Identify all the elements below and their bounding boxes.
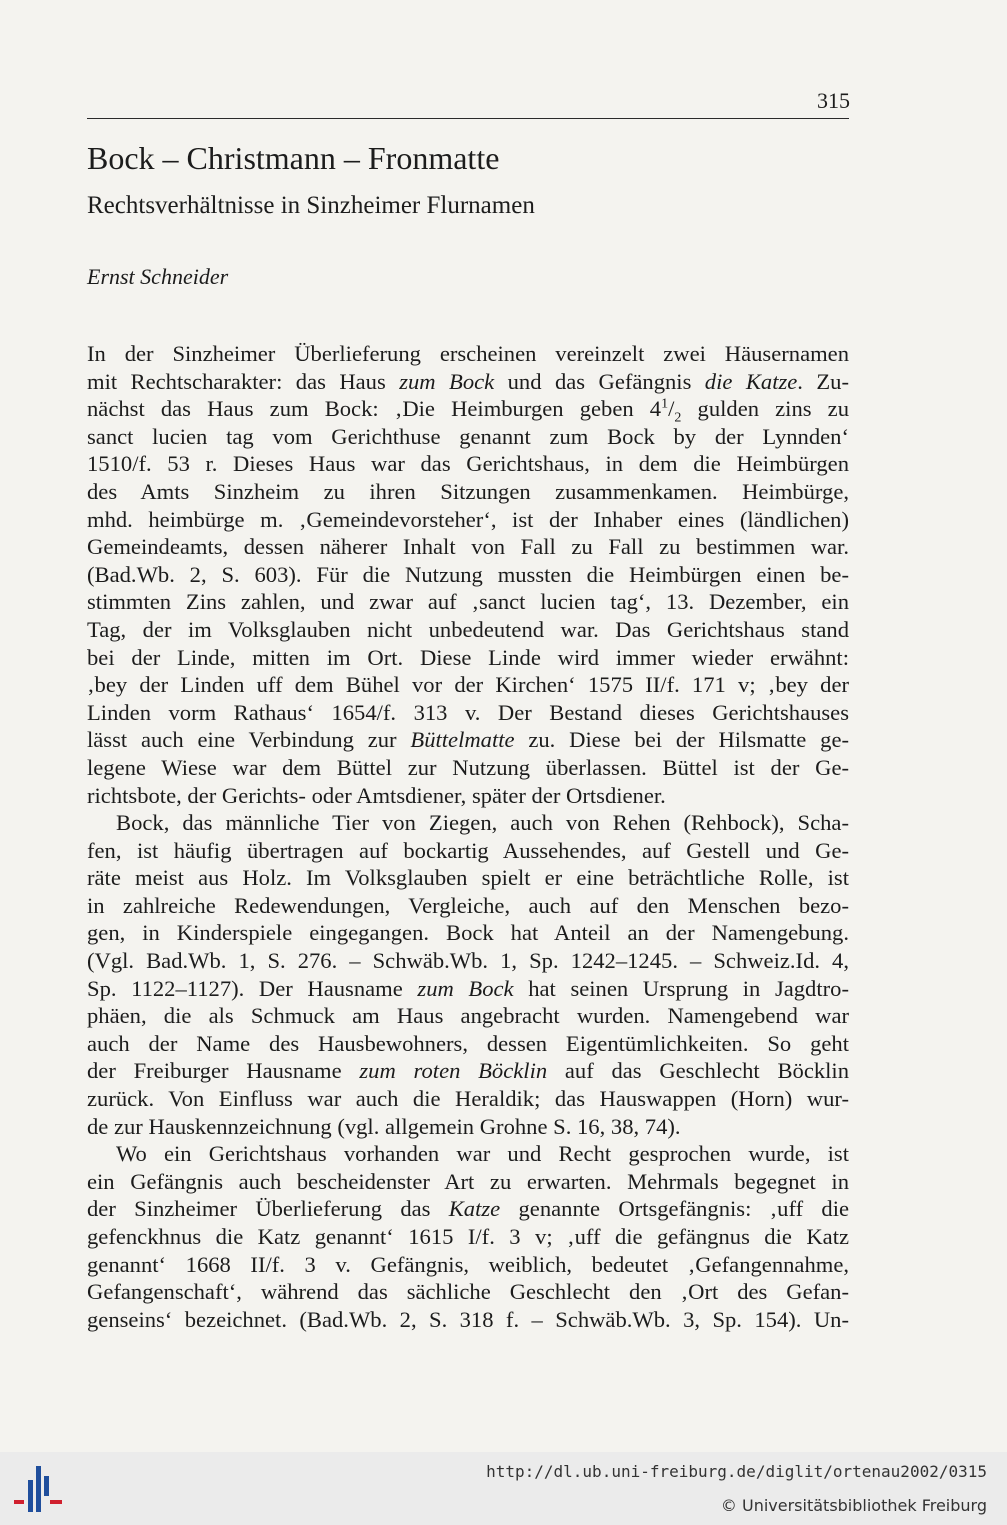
- ub-freiburg-logo-icon[interactable]: [12, 1462, 64, 1516]
- body-line: (Bad.Wb. 2, S. 603). Für die Nutzung mussten die Heimbürgen einen be-: [87, 561, 849, 587]
- body-line: räte meist aus Holz. Im Volksglauben spielt er eine beträchtliche Rolle, ist: [87, 865, 849, 891]
- body-line: mhd. heimbürge m. ‚Gemeindevorsteher‘, ist der Inhaber eines (ländlichen): [87, 506, 849, 532]
- header-rule: [87, 118, 849, 119]
- body-line: genannt‘ 1668 II/f. 3 v. Gefängnis, weiblich, bedeutet ‚Gefangennahme,: [87, 1251, 849, 1277]
- body-line: ein Gefängnis auch bescheidenster Art zu erwarten. Mehrmals begegnet in: [87, 1168, 849, 1194]
- body-line: genseins‘ bezeichnet. (Bad.Wb. 2, S. 318 f. – Schwäb.Wb. 3, Sp. 154). Un-: [87, 1306, 849, 1332]
- body-line: ‚bey der Linden uff dem Bühel vor der Kirchen‘ 1575 II/f. 171 v; ‚bey der: [87, 672, 849, 698]
- body-line: de zur Hauskennzeichnung (vgl. allgemein Grohne S. 16, 38, 74).: [87, 1113, 681, 1139]
- body-line: richtsbote, der Gerichts- oder Amtsdiener, später der Ortsdiener.: [87, 782, 666, 808]
- body-line: auch der Name des Hausbewohners, dessen Eigentümlichkeiten. So geht: [87, 1030, 849, 1056]
- body-line: mit Rechtscharakter: das Haus zum Bock und das Gefängnis die Katze. Zu-: [87, 368, 849, 394]
- author-name: Ernst Schneider: [87, 264, 229, 289]
- body-line: stimmten Zins zahlen, und zwar auf ‚sanct lucien tag‘, 13. Dezember, ein: [87, 589, 849, 615]
- italic-term: Büttelmatte: [410, 727, 515, 753]
- body-line: Bock, das männliche Tier von Ziegen, auch von Rehen (Rehbock), Scha-: [116, 810, 849, 836]
- body-line: Gemeindeamts, dessen näherer Inhalt von Fall zu Fall zu bestimmen war.: [87, 534, 849, 560]
- footer-bar: [0, 1452, 1007, 1525]
- page-number: 315: [817, 88, 850, 113]
- italic-term: Katze: [448, 1196, 501, 1222]
- body-line: sanct lucien tag vom Gerichthuse genannt zum Bock by der Lynnden‘: [87, 423, 849, 449]
- body-line: (Vgl. Bad.Wb. 1, S. 276. – Schwäb.Wb. 1, Sp. 1242–1245. – Schweiz.Id. 4,: [87, 948, 849, 974]
- article-title: Bock – Christmann – Fronmatte: [87, 140, 500, 176]
- body-line: Wo ein Gerichtshaus vorhanden war und Recht gesprochen wurde, ist: [116, 1141, 849, 1167]
- body-line: gen, in Kinderspiele eingegangen. Bock hat Anteil an der Namengebung.: [87, 920, 849, 946]
- body-line: zurück. Von Einfluss war auch die Heraldik; das Hauswappen (Horn) wur-: [87, 1086, 849, 1112]
- article-subtitle: Rechtsverhältnisse in Sinzheimer Flurnamen: [87, 192, 535, 219]
- body-line: der Sinzheimer Überlieferung das Katze genannte Ortsgefängnis: ‚uff die: [87, 1196, 849, 1222]
- italic-term: die Katze: [704, 368, 798, 394]
- italic-term: zum Bock: [399, 368, 495, 394]
- body-line: des Amts Sinzheim zu ihren Sitzungen zusammenkamen. Heimbürge,: [87, 478, 849, 504]
- body-line: Tag, der im Volksglauben nicht unbedeutend war. Das Gerichtshaus stand: [87, 616, 849, 642]
- italic-term: zum Bock: [417, 975, 514, 1001]
- body-line: Linden vorm Rathaus‘ 1654/f. 313 v. Der Bestand dieses Gerichtshauses: [87, 699, 849, 725]
- body-line: 1510/f. 53 r. Dieses Haus war das Gerichtshaus, in dem die Heimbürgen: [87, 451, 849, 477]
- body-line: Gefangenschaft‘, während das sächliche Geschlecht den ‚Ort des Gefan-: [87, 1279, 849, 1305]
- copyright-notice: © Universitätsbibliothek Freiburg: [720, 1496, 987, 1515]
- body-line: Sp. 1122–1127). Der Hausname zum Bock hat seinen Ursprung in Jagdtro-: [87, 975, 849, 1001]
- body-line: legene Wiese war dem Büttel zur Nutzung überlassen. Büttel ist der Ge-: [87, 754, 849, 780]
- body-line: In der Sinzheimer Überlieferung erscheinen vereinzelt zwei Häusernamen: [87, 341, 849, 366]
- italic-term: zum roten Böcklin: [359, 1058, 548, 1084]
- body-line: bei der Linde, mitten im Ort. Diese Linde wird immer wieder erwähnt:: [87, 644, 849, 670]
- body-line: gefenckhnus die Katz genannt‘ 1615 I/f. 3 v; ‚uff die gefängnus die Katz: [87, 1224, 849, 1249]
- body-text: [87, 340, 849, 1333]
- body-line: fen, ist häufig übertragen auf bockartig Aussehendes, auf Gestell und Ge-: [87, 837, 849, 863]
- body-line: nächst das Haus zum Bock: ‚Die Heimburgen geben $4^1/_2$ gulden zins zu: [87, 396, 849, 426]
- body-line: phäen, die als Schmuck am Haus angebracht wurden. Namengebend war: [87, 1003, 849, 1029]
- source-url-link[interactable]: http://dl.ub.uni-freiburg.de/diglit/ortenau2002/0315: [486, 1462, 987, 1481]
- body-line: der Freiburger Hausname zum roten Böcklin auf das Geschlecht Böcklin: [87, 1058, 849, 1084]
- body-line: lässt auch eine Verbindung zur Büttelmatte zu. Diese bei der Hilsmatte ge-: [87, 727, 849, 753]
- body-line: in zahlreiche Redewendungen, Vergleiche, auch auf den Menschen bezo-: [87, 892, 849, 918]
